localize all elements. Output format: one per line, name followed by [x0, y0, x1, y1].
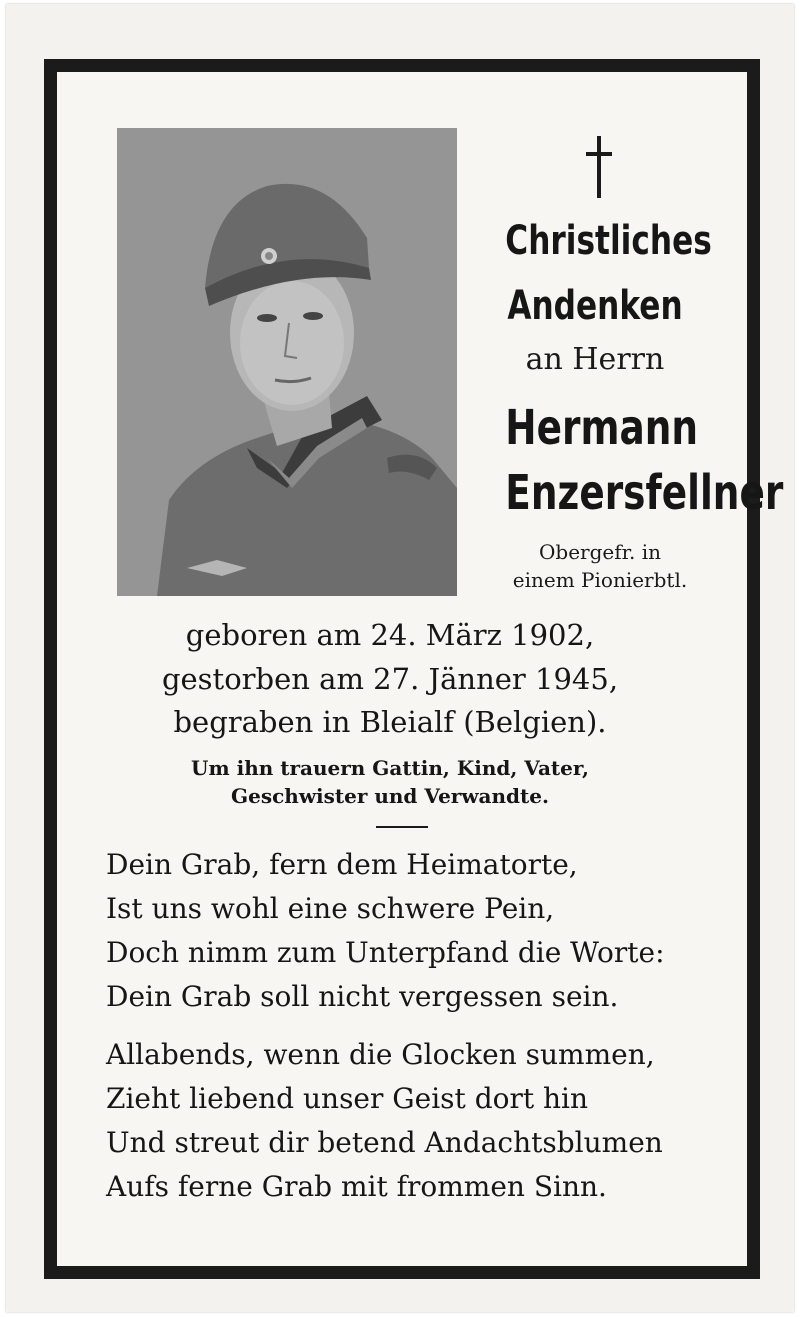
poem-line: Dein Grab soll nicht vergessen sein. — [106, 980, 619, 1013]
poem-line: Aufs ferne Grab mit frommen Sinn. — [106, 1170, 607, 1203]
heading-andenken: Andenken — [507, 283, 683, 329]
poem-line: Zieht liebend unser Geist dort hin — [106, 1082, 589, 1115]
heading-an-herrn: an Herrn — [525, 342, 665, 377]
mourners-line-2: Geschwister und Verwandte. — [231, 784, 549, 808]
burial-line: begraben in Bleialf (Belgien). — [173, 705, 607, 739]
heading-christliches: Christliches — [505, 218, 712, 264]
divider-rule — [376, 826, 428, 828]
cross-icon — [583, 136, 615, 198]
deceased-last-name: Enzersfellner — [505, 465, 784, 521]
poem-line: Dein Grab, fern dem Heimatorte, — [106, 848, 578, 881]
death-date-line: gestorben am 27. Jänner 1945, — [161, 662, 619, 696]
poem-line: Ist uns wohl eine schwere Pein, — [106, 892, 555, 925]
rank-line-1: Obergefr. in — [539, 540, 661, 564]
mourners-line-1: Um ihn trauern Gattin, Kind, Vater, — [191, 756, 589, 780]
poem-line: Und streut dir betend Andachtsblumen — [106, 1126, 663, 1159]
soldier-portrait-photo — [117, 128, 457, 596]
poem-line: Doch nimm zum Unterpfand die Worte: — [106, 936, 665, 969]
birth-date-line: geboren am 24. März 1902, — [185, 618, 595, 652]
poem-line: Allabends, wenn die Glocken summen, — [106, 1038, 655, 1071]
rank-line-2: einem Pionierbtl. — [512, 568, 688, 592]
deceased-first-name: Hermann — [505, 400, 699, 456]
